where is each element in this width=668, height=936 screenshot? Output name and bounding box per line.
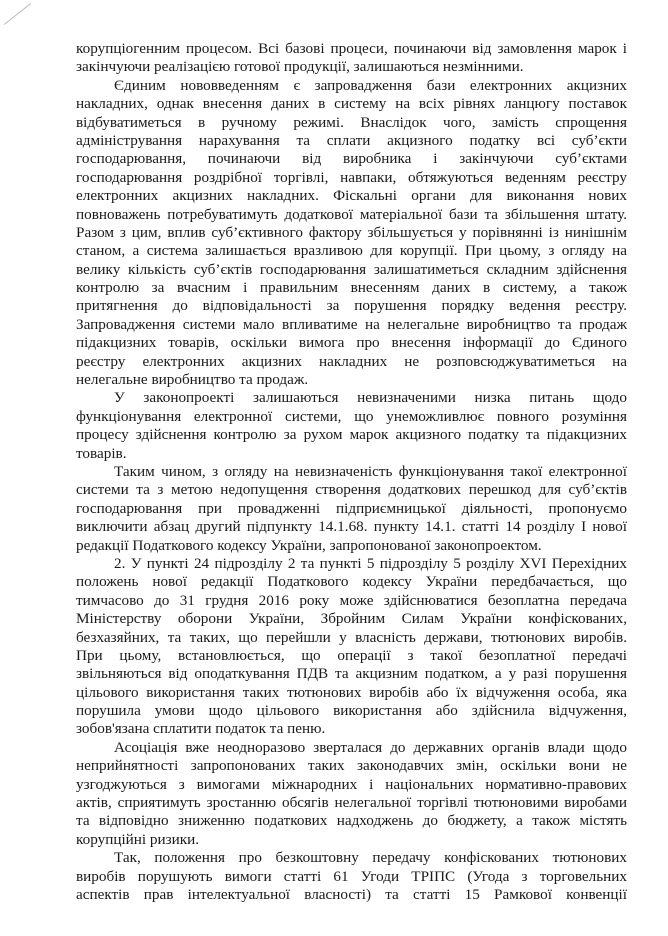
text-line: господарювання, починаючи від виробника і закінчуючи суб’єктами (76, 150, 627, 168)
paragraph (76, 555, 627, 739)
paragraph (76, 849, 627, 904)
text-line: звільняються від оподаткування ПДВ та акцизним податком, а у разі порушення (76, 665, 627, 683)
text-line: адміністрування нарахування та сплати акцизного податку всі суб’єкти (76, 131, 627, 149)
paragraph (76, 40, 627, 77)
text-line: неприйнятності запропонованих таких законодавчих змін, оскільки вони не (76, 757, 627, 775)
text-line: Міністерству оборони України, Збройним Силам України конфіскованих, (76, 610, 627, 628)
text-line: електронних акцизних накладних. Фіскальні органи для виконання нових (76, 187, 627, 205)
text-line: притягнення до відповідальності за порушення порядку ведення реєстру. (76, 297, 627, 315)
paragraph (76, 77, 627, 390)
text-line: тимчасово до 31 грудня 2016 року може здійснюватися безоплатна передача (76, 591, 627, 609)
text-line: актів, сприятимуть зростанню обсягів нелегальної торгівлі тютюновими виробами (76, 794, 627, 812)
text-line: Асоціація вже неодноразово зверталася до державних органів влади щодо (114, 738, 627, 756)
paragraph (76, 463, 627, 555)
text-line: узгоджуються з вимогами міжнародних і національних нормативно-правових (76, 775, 627, 793)
text-line: накладних, однак внесення даних в систему на всіх рівнях ланцюгу поставок (76, 95, 627, 113)
text-line: 2. У пункті 24 підрозділу 2 та пункті 5 підрозділу 5 розділу XVI Перехідних (114, 554, 627, 572)
text-line: Таким чином, з огляду на невизначеність функціонування такої електронної (114, 462, 627, 480)
text-line: реєстру електронних акцизних накладних не розповсюджуватиметься на (76, 352, 627, 370)
text-line: процесу здійснення контролю за рухом марок акцизного податку та підакцизних (76, 426, 627, 444)
paragraph (76, 739, 627, 849)
text-line: станом, а система залишається вразливою для корупції. При цьому, з огляду на (76, 242, 627, 260)
text-line: корупціогенним процесом. Всі базові процеси, починаючи від замовлення марок і (76, 40, 627, 57)
document-body (76, 40, 627, 904)
text-line: положень нової редакції Податкового кодексу України передбачається, що (76, 573, 627, 591)
text-line: господарювання при провадженні підприємницької діяльності, пропонуємо (76, 499, 627, 517)
text-line: Єдиним нововведенням є запровадження бази електронних акцизних (114, 76, 627, 94)
text-line: підакцизних товарів, оскільки вимога про внесення інформації до Єдиного (76, 334, 627, 352)
text-line: велику кількість суб’єктів господарювання залишатиметься складним здійснення (76, 260, 627, 278)
text-line: цільового використання таких тютюнових виробів або їх відчуження особа, яка (76, 683, 627, 701)
text-line: відбуватиметься в ручному режимі. Внаслідок чого, замість спрощення (76, 113, 627, 131)
paragraph (76, 389, 627, 463)
text-line: Так, положення про безкоштовну передачу конфіскованих тютюнових (114, 849, 627, 867)
text-line: корупційні ризики. (76, 830, 200, 848)
text-line: товарів. (76, 444, 127, 462)
text-line: виключити абзац другий підпункту 14.1.68. пункту 14.1. статті 14 розділу I нової (76, 518, 627, 536)
text-line: функціонування електронної системи, що унеможливлює повного розуміння (76, 407, 627, 425)
text-line: аспектів прав інтелектуальної власності) та статті 15 Рамкової конвенції (76, 885, 627, 903)
text-line: редакції Податкового кодексу України, запропонованої законопроектом. (76, 536, 542, 554)
text-line: зобов'язана сплатити податок та пеню. (76, 720, 326, 738)
text-line: та відповідно зниженню податкових надходжень до бюджету, а також містять (76, 812, 627, 830)
text-line: господарювання роздрібної торгівлі, навпаки, обтяжуються веденням реєстру (76, 168, 627, 186)
text-line: закінчуючи реалізацією готової продукції, залишаються незмінними. (76, 58, 524, 76)
text-line: Запровадження системи мало впливатиме на нелегальне виробництво та продаж (76, 315, 627, 333)
text-line: виробів порушують вимоги статті 61 Угоди ТРІПС (Угода з торговельних (76, 867, 627, 885)
text-line: безхазяйних, та таких, що перейшли у власність держави, тютюнових виробів. (76, 628, 627, 646)
text-line: При цьому, встановлюється, що операції з такої безоплатної передачі (76, 646, 627, 664)
text-line: У законопроекті залишаються невизначеними низка питань щодо (114, 389, 627, 407)
text-line: порушила умови щодо цільового використання або здійснила відчуження, (76, 702, 627, 720)
text-line: нелегальне виробництво та продаж. (76, 371, 309, 389)
text-line: контролю за вчасним і правильним внесенням даних в систему, а також (76, 279, 627, 297)
text-line: Разом з цим, вплив суб’єктивного фактору збільшується у порівнянні із нинішнім (76, 223, 627, 241)
scan-artifact (4, 3, 31, 25)
text-line: повноважень потребуватимуть додаткової матеріальної бази та збільшення штату. (76, 205, 627, 223)
text-line: системи та з метою недопущення створення додаткових перешкод для суб’єктів (76, 481, 627, 499)
